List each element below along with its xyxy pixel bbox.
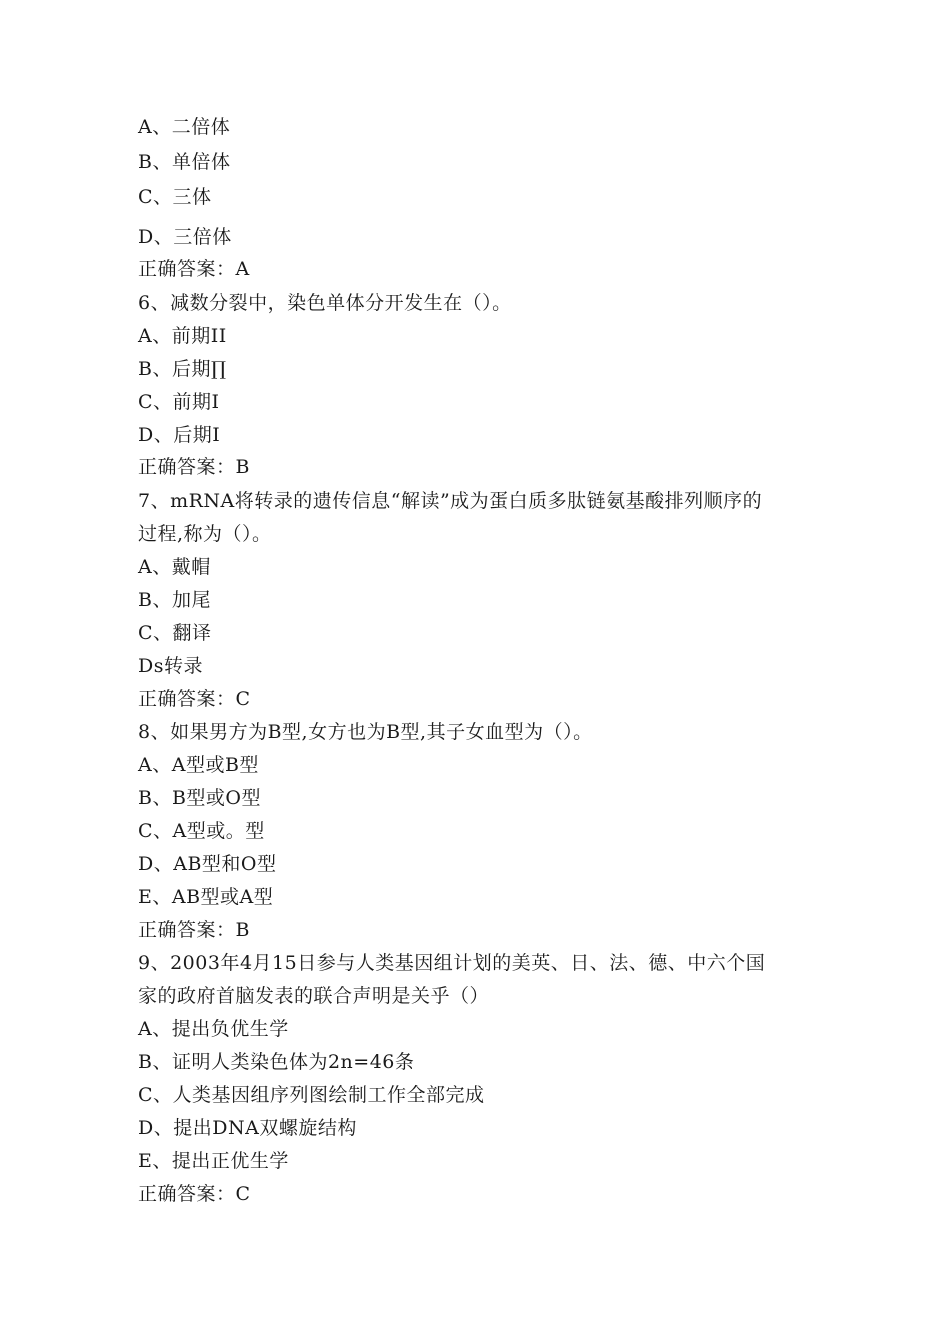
q6-option-d: D、后期I <box>138 424 221 446</box>
q7-answer: 正确答案：C <box>138 688 251 710</box>
q6-question: 6、减数分裂中，染色单体分开发生在（）。 <box>138 292 512 314</box>
q6-answer: 正确答案：B <box>138 456 250 478</box>
q7-option-a: A、戴帽 <box>138 556 211 578</box>
q9-option-a: A、提出负优生学 <box>138 1018 289 1040</box>
q9-answer: 正确答案：C <box>138 1183 251 1205</box>
q9-question-line2: 家的政府首脑发表的联合声明是关乎（） <box>138 985 490 1007</box>
q8-question: 8、如果男方为B型,女方也为B型,其子女血型为（）。 <box>138 721 593 743</box>
q7-option-b: B、加尾 <box>138 589 211 611</box>
q7-option-d: Ds转录 <box>138 655 203 677</box>
q8-answer: 正确答案：B <box>138 919 250 941</box>
q7-question-line2: 过程,称为（）。 <box>138 523 272 545</box>
q6-option-b: B、后期∏ <box>138 358 227 380</box>
q5-option-b: B、单倍体 <box>138 151 231 173</box>
q8-option-e: E、AB型或A型 <box>138 886 274 908</box>
q6-option-c: C、前期I <box>138 391 220 413</box>
q7-question-line1: 7、mRNA将转录的遗传信息“解读”成为蛋白质多肽链氨基酸排列顺序的 <box>138 490 763 512</box>
q9-question-line1: 9、2003年4月15日参与人类基因组计划的美英、日、法、德、中六个国 <box>138 952 766 974</box>
q9-option-e: E、提出正优生学 <box>138 1150 289 1172</box>
q5-answer: 正确答案：A <box>138 258 250 280</box>
q8-option-d: D、AB型和O型 <box>138 853 277 875</box>
q8-option-a: A、A型或B型 <box>138 754 259 776</box>
q5-option-c: C、三体 <box>138 186 212 208</box>
q5-option-a: A、二倍体 <box>138 116 231 138</box>
q9-option-d: D、提出DNA双螺旋结构 <box>138 1117 357 1139</box>
q9-option-c: C、人类基因组序列图绘制工作全部完成 <box>138 1084 485 1106</box>
q8-option-b: B、B型或O型 <box>138 787 262 809</box>
q9-option-b: B、证明人类染色体为2n=46条 <box>138 1051 415 1073</box>
q8-option-c: C、A型或。型 <box>138 820 265 842</box>
q7-option-c: C、翻译 <box>138 622 212 644</box>
q6-option-a: A、前期II <box>138 325 227 347</box>
q5-option-d: D、三倍体 <box>138 226 232 248</box>
